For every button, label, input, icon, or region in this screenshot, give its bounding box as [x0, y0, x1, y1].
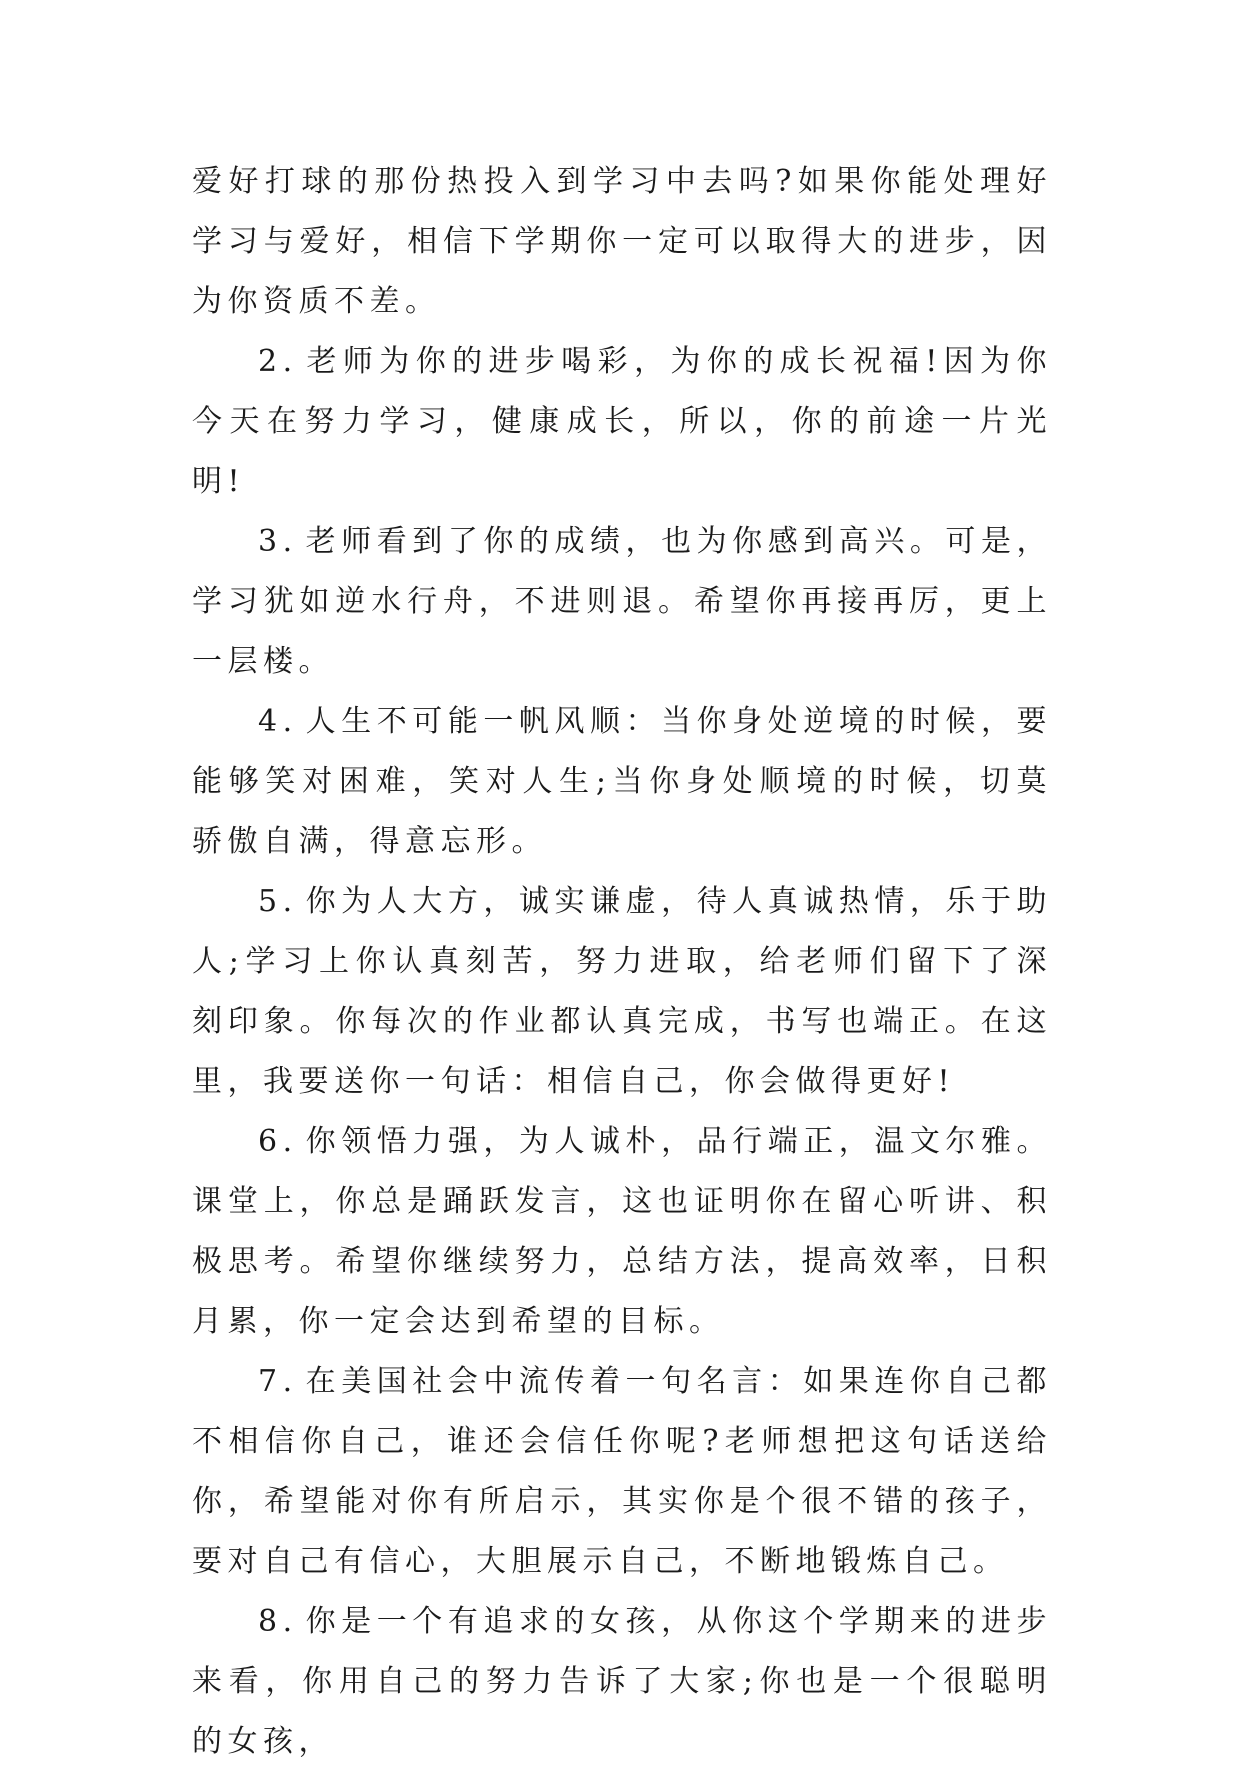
paragraph-text: 爱好打球的那份热投入到学习中去吗?如果你能处理好学习与爱好，相信下学期你一定可以取得大的进步，因为你资质不差。: [192, 164, 1052, 319]
paragraph-number: 2.: [258, 344, 298, 379]
paragraph-text: 你是一个有追求的女孩，从你这个学期来的进步来看，你用自己的努力告诉了大家;你也是一个很聪明的女孩，: [192, 1604, 1052, 1759]
paragraph-number: 4.: [258, 704, 298, 739]
paragraph-5: [192, 872, 1052, 1112]
paragraph-continued: [192, 152, 1052, 332]
paragraph-text: 人生不可能一帆风顺：当你身处逆境的时候，要能够笑对困难，笑对人生;当你身处顺境的时候，切莫骄傲自满，得意忘形。: [192, 704, 1052, 859]
paragraph-number: 5.: [258, 884, 298, 919]
paragraph-text: 你为人大方，诚实谦虚，待人真诚热情，乐于助人;学习上你认真刻苦，努力进取，给老师们留下了深刻印象。你每次的作业都认真完成，书写也端正。在这里，我要送你一句话：相信自己，你会做得更好!: [192, 884, 1052, 1099]
paragraph-8: [192, 1592, 1052, 1772]
paragraph-6: [192, 1112, 1052, 1352]
paragraph-number: 7.: [258, 1364, 298, 1399]
paragraph-text: 在美国社会中流传着一句名言：如果连你自己都不相信你自己，谁还会信任你呢?老师想把这句话送给你，希望能对你有所启示，其实你是个很不错的孩子，要对自己有信心，大胆展示自己，不断地锻炼自己。: [192, 1364, 1052, 1579]
paragraph-text: 老师看到了你的成绩，也为你感到高兴。可是，学习犹如逆水行舟，不进则退。希望你再接再厉，更上一层楼。: [192, 524, 1052, 679]
paragraph-4: [192, 692, 1052, 872]
paragraph-text: 老师为你的进步喝彩，为你的成长祝福!因为你今天在努力学习，健康成长，所以，你的前途一片光明!: [192, 344, 1052, 499]
paragraph-number: 6.: [258, 1124, 298, 1159]
paragraph-text: 你领悟力强，为人诚朴，品行端正，温文尔雅。课堂上，你总是踊跃发言，这也证明你在留心听讲、积极思考。希望你继续努力，总结方法，提高效率，日积月累，你一定会达到希望的目标。: [192, 1124, 1052, 1339]
paragraph-3: [192, 512, 1052, 692]
paragraph-2: [192, 332, 1052, 512]
document-body: [192, 152, 1052, 1772]
paragraph-7: [192, 1352, 1052, 1592]
paragraph-number: 8.: [258, 1604, 298, 1639]
paragraph-number: 3.: [258, 524, 298, 559]
